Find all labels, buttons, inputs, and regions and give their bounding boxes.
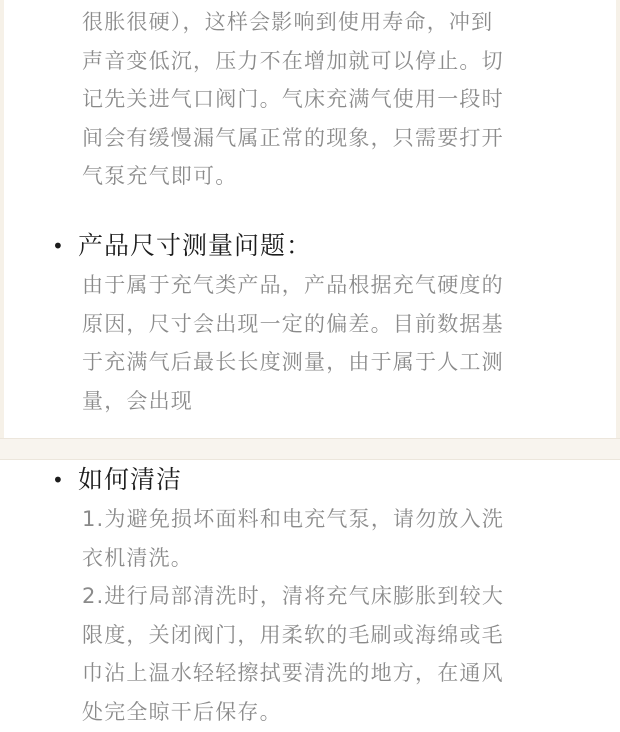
- bullet-icon: •: [52, 468, 65, 492]
- cleaning-heading-label: 如何清洁: [78, 465, 183, 494]
- cleaning-heading: [52, 463, 182, 497]
- cleaning-text: 1.为避免损坏面料和电充气泵，请勿放入洗 衣机清洗。 2.进行局部清洗时，清将充气床膨胀到较大 限度，关闭阀门，用柔软的毛刷或海绵或毛 巾沾上温水轻轻擦拭要清洗的地方，在通风 处完全晾干后保存。: [82, 507, 505, 724]
- inflation-instructions-text: 很胀很硬），这样会影响到使用寿命，冲到 声音变低沉，压力不在增加就可以停止。切 记先关进气口阀门。气床充满气使用一段时 间会有缓慢漏气属正常的现象，只需要打开 气泵充气即可。: [82, 10, 504, 189]
- bullet-icon: •: [52, 234, 65, 258]
- section-divider: [0, 438, 620, 460]
- size-issue-text: 由于属于充气类产品，产品根据充气硬度的 原因，尺寸会出现一定的偏差。目前数据基 于充满气后最长长度测量，由于属于人工测 量，会出现: [82, 273, 504, 413]
- size-issue-heading: [52, 229, 312, 263]
- size-issue-heading-label: 产品尺寸测量问题：: [78, 231, 313, 260]
- instructions-panel-bottom: [0, 460, 620, 724]
- panel-edge-right: [616, 0, 620, 438]
- panel-edge-left: [0, 0, 4, 438]
